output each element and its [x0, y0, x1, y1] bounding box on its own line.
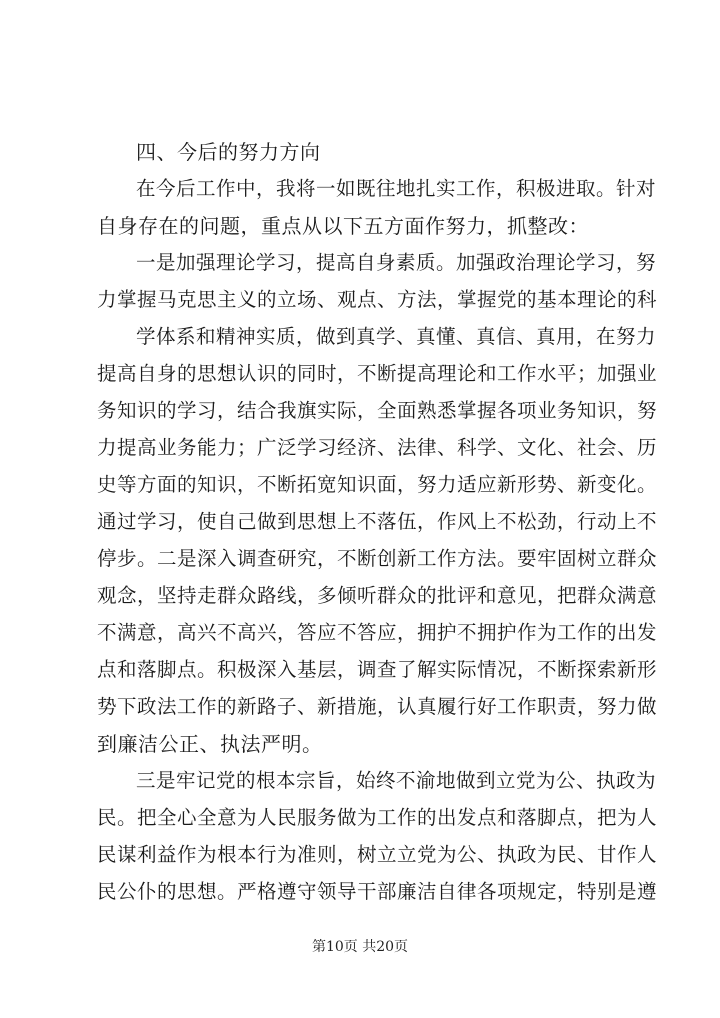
- paragraph-line: 民公仆的思想。严格遵守领导干部廉洁自律各项规定，特别是遵: [97, 880, 658, 903]
- paragraph-line: 势下政法工作的新路子、新措施，认真履行好工作职责，努力做: [97, 695, 658, 718]
- paragraph-line: 史等方面的知识，不断拓宽知识面，努力适应新形势、新变化。: [97, 473, 658, 496]
- paragraph-line: 务知识的学习，结合我旗实际，全面熟悉掌握各项业务知识，努: [97, 399, 658, 422]
- paragraph-line: 停步。二是深入调查研究，不断创新工作方法。要牢固树立群众: [97, 547, 658, 570]
- paragraph-line: 提高自身的思想认识的同时，不断提高理论和工作水平；加强业: [97, 362, 658, 385]
- paragraph-line: 点和落脚点。积极深入基层，调查了解实际情况，不断探索新形: [97, 658, 658, 681]
- paragraph-line: 观念，坚持走群众路线，多倾听群众的批评和意见，把群众满意: [97, 584, 658, 607]
- paragraph-line: 不满意，高兴不高兴，答应不答应，拥护不拥护作为工作的出发: [97, 621, 658, 644]
- section-heading: 四、今后的努力方向: [136, 140, 321, 164]
- paragraph-line: 民谋利益作为根本行为准则，树立立党为公、执政为民、甘作人: [97, 843, 658, 866]
- paragraph-line: 三是牢记党的根本宗旨，始终不渝地做到立党为公、执政为: [136, 769, 657, 792]
- paragraph-line: 到廉洁公正、执法严明。: [97, 732, 323, 756]
- paragraph-line: 民。把全心全意为人民服务做为工作的出发点和落脚点，把为人: [97, 806, 658, 829]
- paragraph-line: 一是加强理论学习，提高自身素质。加强政治理论学习，努: [136, 251, 657, 274]
- paragraph-line: 通过学习，使自己做到思想上不落伍，作风上不松劲，行动上不: [97, 510, 658, 533]
- paragraph-line: 自身存在的问题，重点从以下五方面作努力，抓整改：: [97, 214, 589, 238]
- page-footer: 第10页 共20页: [311, 939, 409, 955]
- paragraph-line: 学体系和精神实质，做到真学、真懂、真信、真用，在努力: [136, 325, 657, 348]
- paragraph-line: 在今后工作中，我将一如既往地扎实工作，积极进取。针对: [136, 177, 657, 200]
- paragraph-line: 力提高业务能力；广泛学习经济、法律、科学、文化、社会、历: [97, 436, 658, 459]
- paragraph-line: 力掌握马克思主义的立场、观点、方法，掌握党的基本理论的科: [97, 288, 658, 311]
